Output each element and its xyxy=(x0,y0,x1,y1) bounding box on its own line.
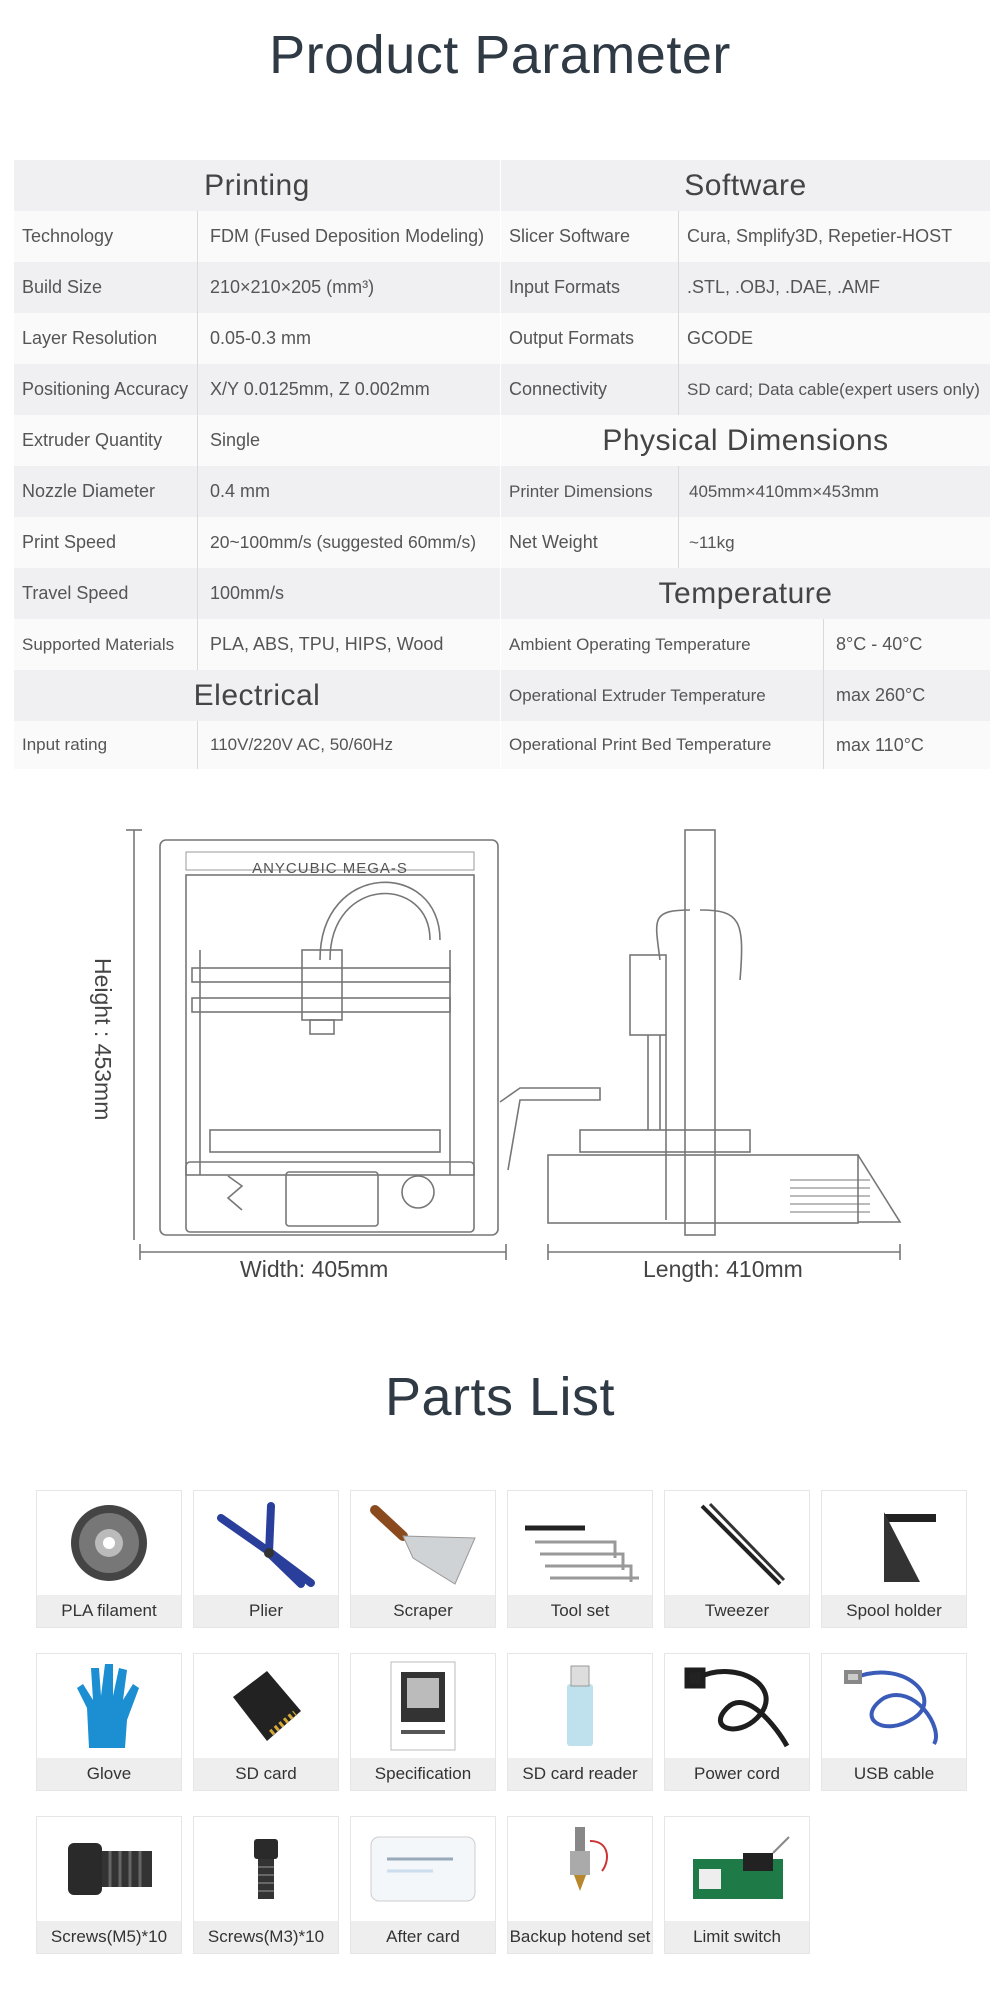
spec-label: Layer Resolution xyxy=(22,328,158,348)
usb-cable-icon xyxy=(822,1654,966,1758)
spec-label: Print Speed xyxy=(22,532,117,552)
tool-set-icon xyxy=(508,1491,652,1595)
part-name: Limit switch xyxy=(665,1921,809,1953)
screw-m3-icon xyxy=(194,1817,338,1921)
hotend-icon xyxy=(508,1817,652,1921)
spec-row xyxy=(501,619,990,670)
spec-label: Travel Speed xyxy=(22,583,129,603)
part-card xyxy=(193,1816,339,1954)
spec-label: Positioning Accuracy xyxy=(22,379,189,399)
after-card-icon xyxy=(351,1817,495,1921)
part-name: Power cord xyxy=(665,1758,809,1790)
spec-value: max 260°C xyxy=(823,670,990,721)
spec-value: 0.4 mm xyxy=(197,466,500,517)
part-name: SD card reader xyxy=(508,1758,652,1790)
spec-row xyxy=(501,364,990,415)
spec-value: 8°C - 40°C xyxy=(823,619,990,670)
part-card xyxy=(36,1490,182,1628)
spec-row xyxy=(501,466,990,517)
physical-header: Physical Dimensions xyxy=(501,415,990,466)
spec-row xyxy=(14,721,500,769)
part-name: PLA filament xyxy=(37,1595,181,1627)
specification-icon xyxy=(351,1654,495,1758)
part-name: USB cable xyxy=(822,1758,966,1790)
spec-value: PLA, ABS, TPU, HIPS, Wood xyxy=(197,619,500,670)
spec-label: Input rating xyxy=(22,735,108,754)
spec-value: .STL, .OBJ, .DAE, .AMF xyxy=(678,262,990,313)
part-name: Specification xyxy=(351,1758,495,1790)
filament-spool-icon xyxy=(37,1491,181,1595)
spec-row xyxy=(501,313,990,364)
spec-label: Extruder Quantity xyxy=(22,430,163,450)
spec-value: Cura, Smplify3D, Repetier-HOST xyxy=(678,211,990,262)
spec-label: Slicer Software xyxy=(509,226,631,246)
spec-label: Printer Dimensions xyxy=(509,481,653,501)
spec-value: FDM (Fused Deposition Modeling) xyxy=(197,211,500,262)
spec-value: 210×210×205 (mm³) xyxy=(197,262,500,313)
spec-value: GCODE xyxy=(678,313,990,364)
part-name: Screws(M3)*10 xyxy=(194,1921,338,1953)
part-card xyxy=(821,1490,967,1628)
width-label: Width: 405mm xyxy=(240,1256,389,1282)
part-card xyxy=(36,1653,182,1791)
part-card xyxy=(664,1490,810,1628)
spec-row xyxy=(14,415,500,466)
part-name: Tool set xyxy=(508,1595,652,1627)
spec-row xyxy=(14,568,500,619)
height-label: Height : 453mm xyxy=(90,958,116,1121)
part-card xyxy=(507,1490,653,1628)
spec-row xyxy=(501,262,990,313)
part-card xyxy=(507,1816,653,1954)
spec-value: 405mm×410mm×453mm xyxy=(678,466,990,517)
printer-dimension-drawing xyxy=(0,800,1000,1300)
part-name: Tweezer xyxy=(665,1595,809,1627)
spec-label: Technology xyxy=(22,226,114,246)
spec-row xyxy=(14,619,500,670)
part-card xyxy=(821,1653,967,1791)
spec-value: Single xyxy=(197,415,500,466)
spec-label: Connectivity xyxy=(509,379,608,399)
spec-row xyxy=(14,466,500,517)
spec-value: ~11kg xyxy=(678,517,990,568)
spec-label: Net Weight xyxy=(509,532,598,552)
printer-line-art xyxy=(0,800,1000,1300)
spec-label: Build Size xyxy=(22,277,103,297)
spool-holder-icon xyxy=(822,1491,966,1595)
part-card xyxy=(36,1816,182,1954)
plier-icon xyxy=(194,1491,338,1595)
spec-label: Nozzle Diameter xyxy=(22,481,156,501)
spec-row xyxy=(501,721,990,769)
part-name: After card xyxy=(351,1921,495,1953)
spec-row xyxy=(14,262,500,313)
spec-label: Output Formats xyxy=(509,328,635,348)
spec-row xyxy=(501,670,990,721)
brand-logo: ANYCUBIC MEGA-S xyxy=(252,860,408,877)
part-card xyxy=(350,1653,496,1791)
spec-label: Input Formats xyxy=(509,277,621,297)
tweezer-icon xyxy=(665,1491,809,1595)
spec-label: Operational Extruder Temperature xyxy=(509,685,766,705)
part-card xyxy=(193,1653,339,1791)
spec-table xyxy=(14,160,990,769)
electrical-header: Electrical xyxy=(14,670,500,721)
part-card xyxy=(193,1490,339,1628)
spec-row xyxy=(14,517,500,568)
part-card xyxy=(350,1816,496,1954)
spec-value: max 110°C xyxy=(823,721,990,769)
page-title: Product Parameter xyxy=(269,25,731,85)
spec-value: X/Y 0.0125mm, Z 0.002mm xyxy=(197,364,500,415)
spec-value: SD card; Data cable(expert users only) xyxy=(678,364,990,415)
spec-value: 100mm/s xyxy=(197,568,500,619)
printing-header: Printing xyxy=(14,160,500,211)
power-cord-icon xyxy=(665,1654,809,1758)
spec-row xyxy=(14,313,500,364)
glove-icon xyxy=(37,1654,181,1758)
spec-label: Operational Print Bed Temperature xyxy=(509,735,772,754)
part-name: Scraper xyxy=(351,1595,495,1627)
spec-value: 20~100mm/s (suggested 60mm/s) xyxy=(197,517,500,568)
spec-row xyxy=(14,211,500,262)
sd-card-reader-icon xyxy=(508,1654,652,1758)
part-name: SD card xyxy=(194,1758,338,1790)
length-label: Length: 410mm xyxy=(643,1256,803,1282)
spec-row xyxy=(501,517,990,568)
software-header: Software xyxy=(501,160,990,211)
part-name: Backup hotend set xyxy=(508,1921,652,1953)
temperature-header: Temperature xyxy=(501,568,990,619)
spec-label: Ambient Operating Temperature xyxy=(509,634,751,654)
part-name: Screws(M5)*10 xyxy=(37,1921,181,1953)
screw-m5-icon xyxy=(37,1817,181,1921)
part-name: Spool holder xyxy=(822,1595,966,1627)
scraper-icon xyxy=(351,1491,495,1595)
part-card xyxy=(507,1653,653,1791)
spec-row xyxy=(14,364,500,415)
sd-card-icon xyxy=(194,1654,338,1758)
spec-label: Supported Materials xyxy=(22,634,175,654)
spec-row xyxy=(501,211,990,262)
limit-switch-icon xyxy=(665,1817,809,1921)
part-card xyxy=(664,1653,810,1791)
part-name: Plier xyxy=(194,1595,338,1627)
part-name: Glove xyxy=(37,1758,181,1790)
spec-value: 110V/220V AC, 50/60Hz xyxy=(197,721,500,769)
part-card xyxy=(664,1816,810,1954)
part-card xyxy=(350,1490,496,1628)
spec-value: 0.05-0.3 mm xyxy=(197,313,500,364)
parts-title: Parts List xyxy=(384,1367,616,1427)
